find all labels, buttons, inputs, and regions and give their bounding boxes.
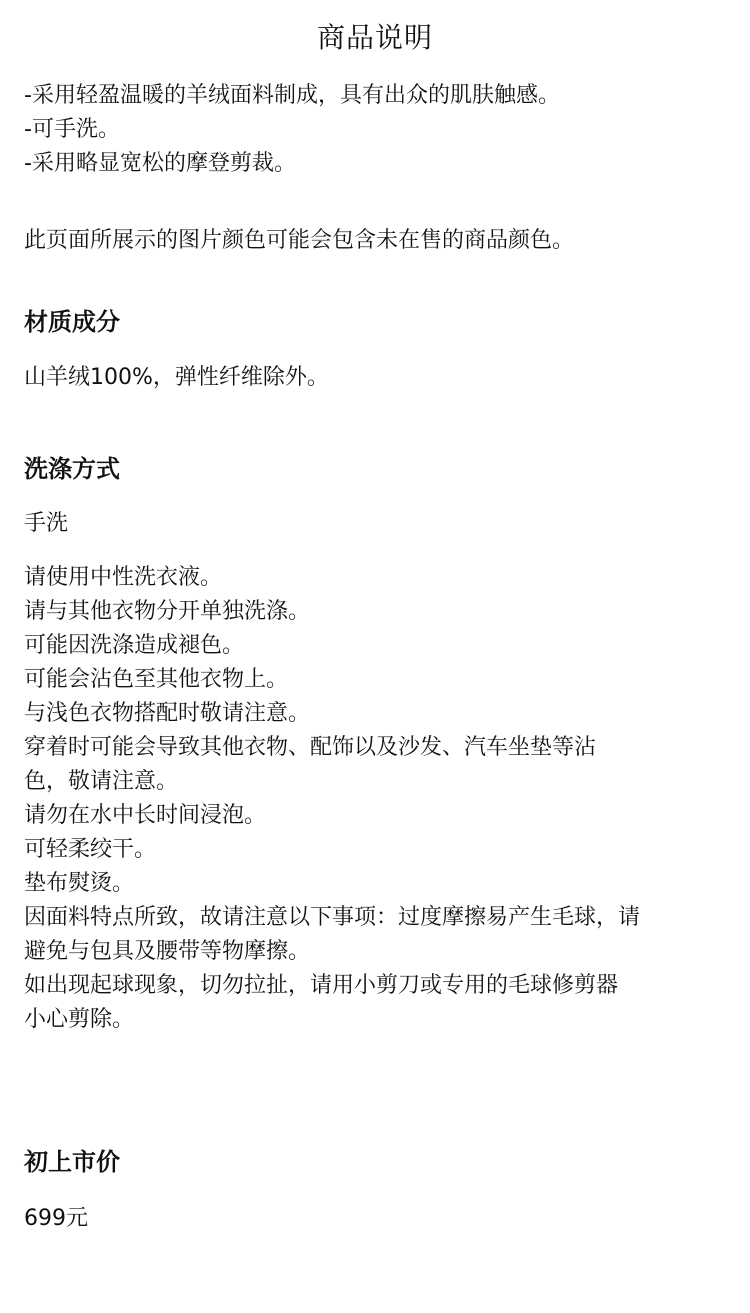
material-text: 山羊绒100%，弹性纤维除外。 [24,365,329,390]
description-bullet: -可手洗。 [24,117,120,142]
washing-instruction: 小心剪除。 [24,1007,135,1032]
washing-instruction: 色，敬请注意。 [24,769,179,794]
washing-instruction: 避免与包具及腰带等物摩擦。 [24,939,311,964]
description-bullets [24,80,726,182]
description-bullet: -采用轻盈温暖的羊绒面料制成，具有出众的肌肤触感。 [24,83,560,108]
color-note-text: 此页面所展示的图片颜色可能会包含未在售的商品颜色。 [24,228,575,253]
washing-instruction: 请使用中性洗衣液。 [24,565,223,590]
price-section [24,1145,726,1179]
price-heading: 初上市价 [24,1148,120,1176]
washing-instruction: 穿着时可能会导致其他衣物、配饰以及沙发、汽车坐垫等沾 [24,735,597,760]
material-content [24,362,726,394]
washing-instruction: 如出现起球现象，切勿拉扯，请用小剪刀或专用的毛球修剪器 [24,973,619,998]
washing-instruction: 垫布熨烫。 [24,871,135,896]
washing-instruction: 请与其他衣物分开单独洗涤。 [24,599,311,624]
material-section [24,305,726,339]
washing-instruction: 可能因洗涤造成褪色。 [24,633,245,658]
washing-section [24,452,726,486]
washing-instruction: 可能会沾色至其他衣物上。 [24,667,289,692]
washing-instruction: 请勿在水中长时间浸泡。 [24,803,267,828]
washing-instruction: 因面料特点所致，故请注意以下事项：过度摩擦易产生毛球，请 [24,905,641,930]
washing-heading: 洗涤方式 [24,455,120,483]
page-title: 商品说明 [316,21,433,54]
washing-instructions [24,562,726,1038]
price-value: 699元 [24,1206,88,1231]
washing-instruction: 与浅色衣物搭配时敬请注意。 [24,701,311,726]
washing-method-text: 手洗 [24,511,69,536]
washing-instruction: 可轻柔绞干。 [24,837,157,862]
color-note [24,225,726,257]
description-bullet: -采用略显宽松的摩登剪裁。 [24,151,296,176]
material-heading: 材质成分 [24,308,120,336]
price-content [24,1203,726,1235]
washing-method [24,508,726,540]
